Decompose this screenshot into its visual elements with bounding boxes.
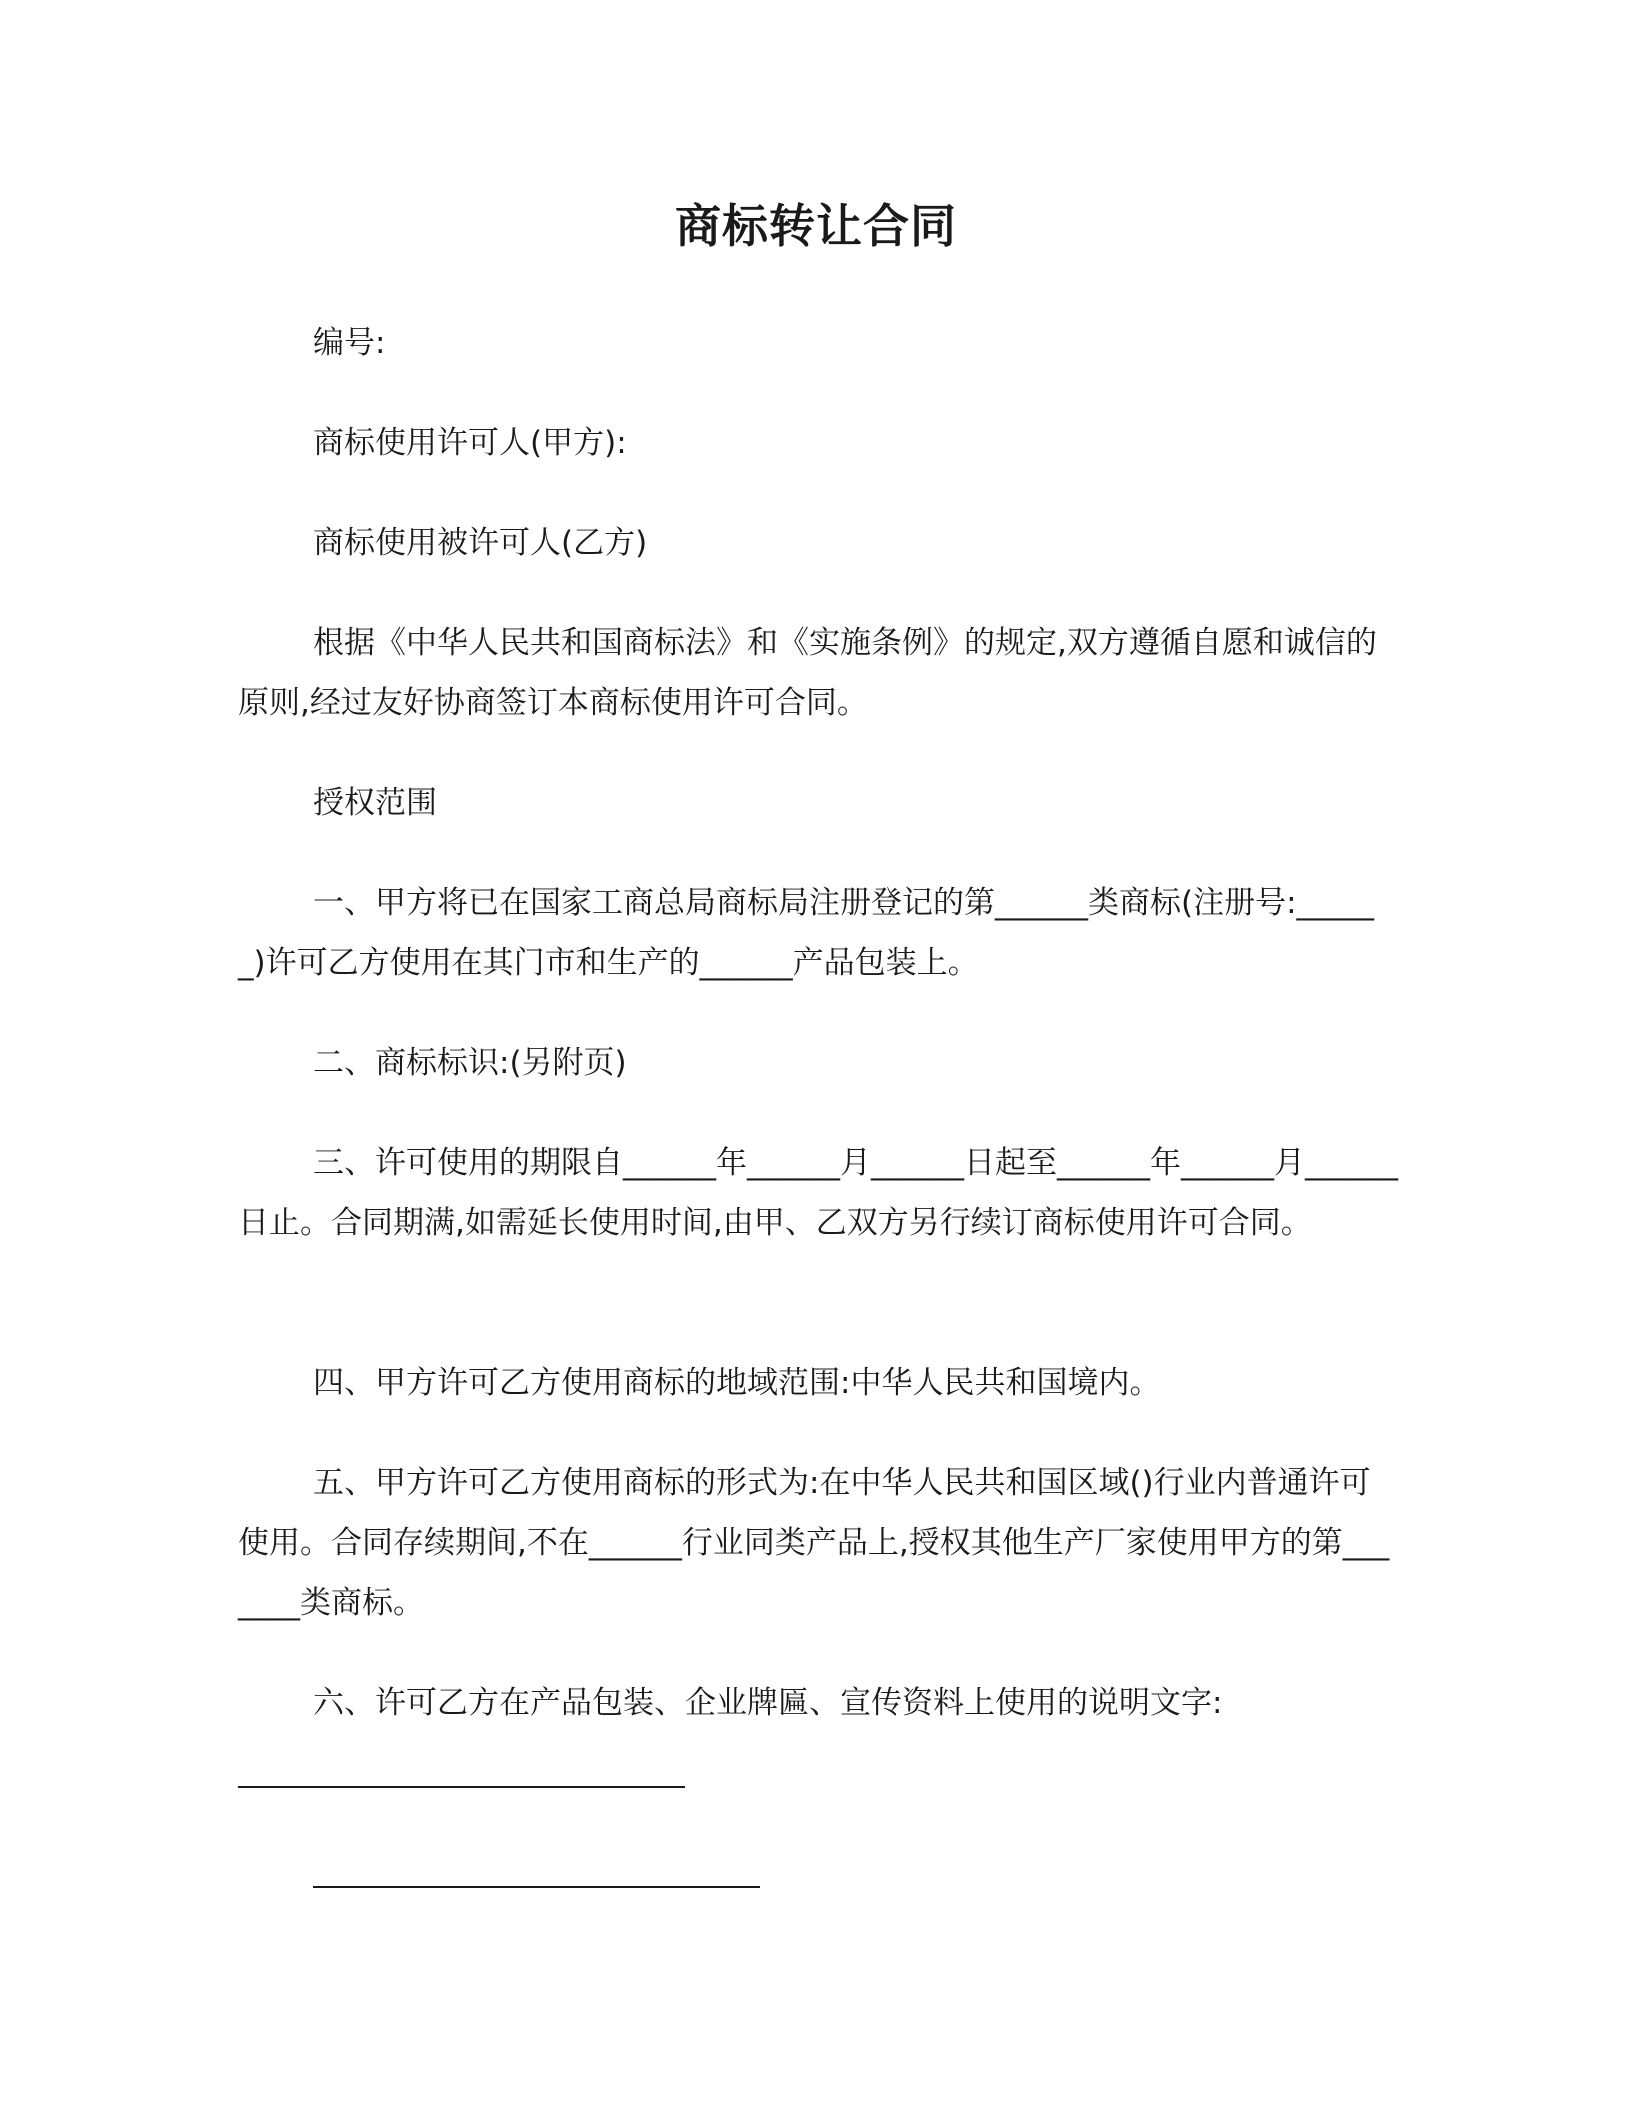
section-heading: 授权范围 <box>313 785 437 821</box>
clause-3: 三、许可使用的期限自______年______月______日起至______年______月______日止。合同期满,如需延长使用时间,由甲、乙双方另行续订商标使用许可合同。 <box>238 1145 1398 1241</box>
description-blank-line-1 <box>238 1786 685 1788</box>
contract-number-label: 编号: <box>313 325 386 361</box>
clause-1: 一、甲方将已在国家工商总局商标局注册登记的第______类商标(注册号:______)许可乙方使用在其门市和生产的______产品包装上。 <box>238 885 1375 981</box>
clause-2: 二、商标标识:(另附页) <box>313 1045 627 1081</box>
clause-6: 六、许可乙方在产品包装、企业牌匾、宣传资料上使用的说明文字: <box>313 1685 1223 1721</box>
preamble-paragraph: 根据《中华人民共和国商标法》和《实施条例》的规定,双方遵循自愿和诚信的原则,经过友好协商签订本商标使用许可合同。 <box>238 625 1377 721</box>
description-blank-line-2 <box>313 1886 760 1888</box>
clause-5: 五、甲方许可乙方使用商标的形式为:在中华人民共和国区域()行业内普通许可使用。合同存续期间,不在______行业同类产品上,授权其他生产厂家使用甲方的第_______类商标。 <box>238 1465 1390 1621</box>
party-a-label: 商标使用许可人(甲方): <box>313 425 627 461</box>
document-title: 商标转让合同 <box>675 199 957 253</box>
clause-4: 四、甲方许可乙方使用商标的地域范围:中华人民共和国境内。 <box>313 1365 1161 1401</box>
party-b-label: 商标使用被许可人(乙方) <box>313 525 648 561</box>
